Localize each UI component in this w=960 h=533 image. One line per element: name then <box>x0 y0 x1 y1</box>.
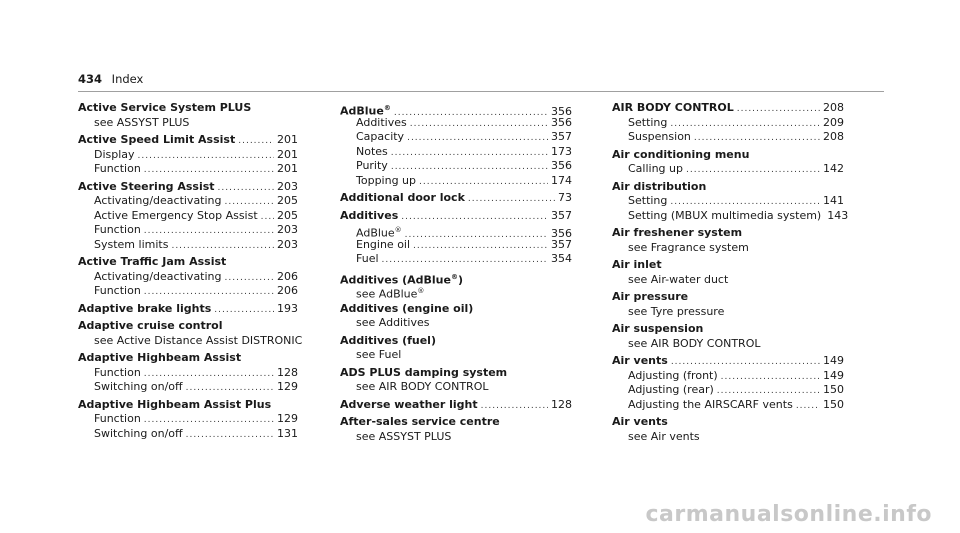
dot-leader <box>717 384 820 399</box>
subentry-label: Function <box>94 284 141 297</box>
index-entry <box>612 415 844 444</box>
see-reference[interactable]: see Fragrance system <box>628 240 749 254</box>
dot-leader <box>138 149 274 164</box>
dot-leader <box>171 239 274 254</box>
entry-heading: Active Service System PLUS <box>78 101 252 114</box>
dot-leader <box>671 355 820 370</box>
subentry-label: Switching on/off <box>94 380 183 393</box>
entry-heading-row[interactable] <box>340 101 572 116</box>
entry-heading: Additives (fuel) <box>340 333 436 347</box>
page-ref: 357 <box>551 237 572 251</box>
entry-heading: Air vents <box>612 354 668 367</box>
dot-leader <box>737 102 820 117</box>
entry-heading: Additives (engine oil) <box>340 301 474 315</box>
see-reference[interactable]: see AdBlue® <box>356 287 425 301</box>
subentry-label: Additives <box>356 115 407 129</box>
subentry-label: Setting <box>628 194 668 207</box>
entry-heading: Active Speed Limit Assist <box>78 133 236 146</box>
dot-leader <box>186 428 274 443</box>
page-ref: 128 <box>277 365 298 379</box>
subentry-row[interactable] <box>340 116 572 131</box>
page-ref: 173 <box>551 144 572 158</box>
subentry-row[interactable] <box>78 427 298 442</box>
page-title: Index <box>111 72 144 86</box>
page-ref: 131 <box>277 426 298 440</box>
dot-leader <box>407 131 548 146</box>
page-ref: 174 <box>551 173 572 187</box>
page-ref: 205 <box>277 208 298 222</box>
index-entry <box>612 258 844 287</box>
subentry-label: Function <box>94 223 141 236</box>
subentry-label: Topping up <box>356 173 417 187</box>
index-entry <box>340 191 572 206</box>
dot-leader <box>410 117 548 132</box>
dot-leader <box>481 399 548 414</box>
entry-heading: Air suspension <box>612 322 704 335</box>
dot-leader <box>670 195 820 210</box>
entry-heading: Air pressure <box>612 290 689 303</box>
entry-heading: Air freshener system <box>612 226 743 239</box>
index-entry <box>340 366 572 395</box>
index-entry <box>340 209 572 267</box>
dot-leader <box>721 370 820 385</box>
page-ref: 356 <box>551 159 572 172</box>
subentry-label: Active Emergency Stop Assist <box>94 208 258 222</box>
dot-leader <box>670 117 820 132</box>
page-ref: 208 <box>823 101 844 114</box>
entry-heading: Adaptive brake lights <box>78 301 212 315</box>
page-ref: 143 <box>827 208 849 222</box>
subentry-row[interactable] <box>612 398 844 413</box>
index-entry <box>612 226 844 255</box>
see-reference[interactable]: see Fuel <box>356 348 402 361</box>
subentry-label: Capacity <box>356 130 405 143</box>
index-entry <box>612 290 844 319</box>
page-ref: 201 <box>277 147 298 161</box>
entry-heading: Adaptive cruise control <box>78 319 223 332</box>
dot-leader <box>186 381 274 396</box>
page-ref: 356 <box>551 104 572 118</box>
subentry-row[interactable] <box>78 194 298 209</box>
index-column-1 <box>78 101 303 444</box>
page-number: 434 <box>78 72 103 86</box>
subentry-label: Purity <box>356 159 388 172</box>
dot-leader <box>796 399 820 414</box>
dot-leader <box>391 160 548 175</box>
page-header <box>78 72 143 86</box>
index-entry <box>612 354 844 412</box>
page-ref: 205 <box>277 194 298 207</box>
page-ref: 150 <box>823 383 844 396</box>
see-reference[interactable]: see ASSYST PLUS <box>356 429 452 443</box>
subentry-row[interactable] <box>340 252 572 267</box>
index-entry <box>78 319 303 348</box>
see-reference[interactable]: see Air vents <box>628 429 700 443</box>
see-reference[interactable]: see Active Distance Assist DISTRONIC <box>94 333 303 347</box>
subentry-label: Function <box>94 412 141 425</box>
subentry-row[interactable] <box>78 162 298 177</box>
entry-heading-row[interactable] <box>340 398 572 413</box>
index-column-3 <box>612 101 849 447</box>
page-ref: 209 <box>823 115 844 129</box>
page-ref: 206 <box>277 284 298 297</box>
subentry-row[interactable] <box>612 116 844 131</box>
subentry-label: Adjusting (rear) <box>628 383 714 396</box>
index-column-2 <box>340 101 572 447</box>
index-entry <box>78 180 298 253</box>
page-ref: 203 <box>277 237 298 251</box>
subentry-label: Display <box>94 147 135 161</box>
index-entry <box>78 302 298 317</box>
page-ref: 357 <box>551 130 572 143</box>
page-ref: 73 <box>558 191 572 204</box>
index-entry <box>612 148 844 177</box>
index-entry <box>340 270 572 299</box>
subentry-label: Switching on/off <box>94 426 183 440</box>
dot-leader <box>694 131 820 146</box>
entry-heading-row[interactable] <box>340 191 572 206</box>
page-ref: 128 <box>551 397 572 411</box>
page-ref: 142 <box>823 162 844 175</box>
dot-leader <box>686 163 820 178</box>
subentry-row[interactable] <box>612 369 844 384</box>
page-ref: 356 <box>551 115 572 129</box>
subentry-label: Function <box>94 162 141 175</box>
subentry-row[interactable] <box>78 270 298 285</box>
see-reference[interactable]: see Tyre pressure <box>628 304 725 318</box>
see-reference[interactable]: see AIR BODY CONTROL <box>356 380 489 393</box>
subentry-label: Setting (MBUX multimedia system) <box>628 208 822 222</box>
subentry-row[interactable] <box>78 238 298 253</box>
entry-heading: Additives <box>340 208 399 222</box>
subentry-row[interactable] <box>78 366 298 381</box>
subentry-row[interactable] <box>78 223 298 238</box>
entry-heading-row[interactable] <box>78 302 298 317</box>
see-reference[interactable]: see ASSYST PLUS <box>94 115 190 129</box>
subentry-row[interactable] <box>78 412 298 427</box>
index-entry <box>612 179 849 224</box>
dot-leader <box>261 210 274 225</box>
dot-leader <box>144 367 274 382</box>
dot-leader <box>144 285 274 300</box>
page-ref: 203 <box>277 179 298 193</box>
dot-leader <box>419 175 548 190</box>
page-ref: 129 <box>277 412 298 425</box>
subentry-label: Function <box>94 365 141 379</box>
subentry-row[interactable] <box>78 148 298 163</box>
entry-heading-row[interactable] <box>340 209 572 224</box>
dot-leader <box>144 413 274 428</box>
index-entry <box>78 398 298 442</box>
subentry-row[interactable] <box>340 159 572 174</box>
subentry-row[interactable] <box>612 130 844 145</box>
index-entry <box>78 351 298 395</box>
subentry-row[interactable] <box>340 238 572 253</box>
dot-leader <box>413 239 548 254</box>
subentry-label: Calling up <box>628 162 683 175</box>
entry-heading: Air vents <box>612 415 668 428</box>
dot-leader <box>238 134 274 149</box>
subentry-row[interactable] <box>340 145 572 160</box>
entry-heading: Additional door lock <box>340 191 465 204</box>
entry-heading-row[interactable] <box>612 354 844 369</box>
subentry-label: Activating/deactivating <box>94 269 222 283</box>
subentry-row[interactable] <box>78 284 298 299</box>
subentry-label: Fuel <box>356 252 379 265</box>
watermark: carmanualsonline.info <box>645 502 932 527</box>
see-reference[interactable]: see Additives <box>356 316 430 329</box>
index-entry <box>78 133 298 177</box>
subentry-label: Engine oil <box>356 237 411 251</box>
entry-heading: ADS PLUS damping system <box>340 365 508 379</box>
subentry-label: Activating/deactivating <box>94 194 222 207</box>
page-ref: 149 <box>823 354 844 367</box>
index-entry <box>340 101 572 188</box>
page-ref: 201 <box>277 133 298 146</box>
entry-heading-row[interactable] <box>78 180 298 195</box>
index-entry <box>340 415 572 444</box>
dot-leader <box>468 192 555 207</box>
dot-leader <box>144 163 274 178</box>
index-entry <box>78 101 298 130</box>
page-ref: 356 <box>551 226 572 240</box>
subentry-row[interactable] <box>340 174 572 189</box>
see-reference[interactable]: see AIR BODY CONTROL <box>628 336 761 350</box>
index-entry <box>78 255 298 299</box>
dot-leader <box>391 146 548 161</box>
subentry-label: System limits <box>94 237 169 251</box>
entry-heading-row[interactable] <box>78 133 298 148</box>
subentry-row[interactable] <box>78 380 298 395</box>
entry-heading: Additives (AdBlue®) <box>340 272 463 287</box>
page-ref: 201 <box>277 162 298 175</box>
page-ref: 141 <box>823 194 844 207</box>
entry-heading: Adaptive Highbeam Assist Plus <box>78 397 272 411</box>
subentry-label: Adjusting (front) <box>628 368 718 382</box>
subentry-row[interactable] <box>340 223 572 238</box>
dot-leader <box>225 195 274 210</box>
dot-leader <box>401 210 548 225</box>
entry-heading: Air inlet <box>612 258 662 271</box>
see-reference[interactable]: see Air-water duct <box>628 272 729 286</box>
entry-heading: Adverse weather light <box>340 397 478 411</box>
subentry-row[interactable] <box>612 162 844 177</box>
index-entry <box>340 398 572 413</box>
subentry-row[interactable] <box>612 383 844 398</box>
subentry-row[interactable] <box>340 130 572 145</box>
index-entry <box>612 101 844 145</box>
entry-heading: AdBlue® <box>340 104 391 118</box>
index-entry <box>612 322 844 351</box>
subentry-label: AdBlue® <box>356 226 402 240</box>
index-entry <box>340 302 572 331</box>
page-ref: 357 <box>551 208 572 222</box>
page-ref: 203 <box>277 223 298 236</box>
dot-leader <box>214 303 274 318</box>
dot-leader <box>218 181 274 196</box>
subentry-label: Suspension <box>628 130 691 143</box>
entry-heading-row[interactable] <box>612 101 844 116</box>
page-ref: 149 <box>823 368 844 382</box>
page-ref: 206 <box>277 269 298 283</box>
entry-heading: After-sales service centre <box>340 415 500 428</box>
entry-heading: Active Traffic Jam Assist <box>78 255 227 268</box>
page-ref: 193 <box>277 301 298 315</box>
entry-heading: Air conditioning menu <box>612 147 750 161</box>
entry-heading: Adaptive Highbeam Assist <box>78 351 242 364</box>
subentry-label: Notes <box>356 144 388 158</box>
subentry-row[interactable] <box>78 209 298 224</box>
subentry-row[interactable] <box>612 194 844 209</box>
dot-leader <box>225 271 274 286</box>
dot-leader <box>144 224 274 239</box>
subentry-label: Adjusting the AIRSCARF vents <box>628 397 793 411</box>
header-divider <box>78 91 884 92</box>
entry-heading: AIR BODY CONTROL <box>612 101 734 114</box>
dot-leader <box>382 253 548 268</box>
page-ref: 208 <box>823 130 844 143</box>
page-ref: 354 <box>551 252 572 265</box>
page-ref: 129 <box>277 380 298 393</box>
index-entry <box>340 334 572 363</box>
subentry-row[interactable] <box>612 208 849 224</box>
subentry-label: Setting <box>628 115 668 129</box>
entry-heading: Active Steering Assist <box>78 179 215 193</box>
page-ref: 150 <box>823 397 844 411</box>
entry-heading: Air distribution <box>612 179 707 193</box>
